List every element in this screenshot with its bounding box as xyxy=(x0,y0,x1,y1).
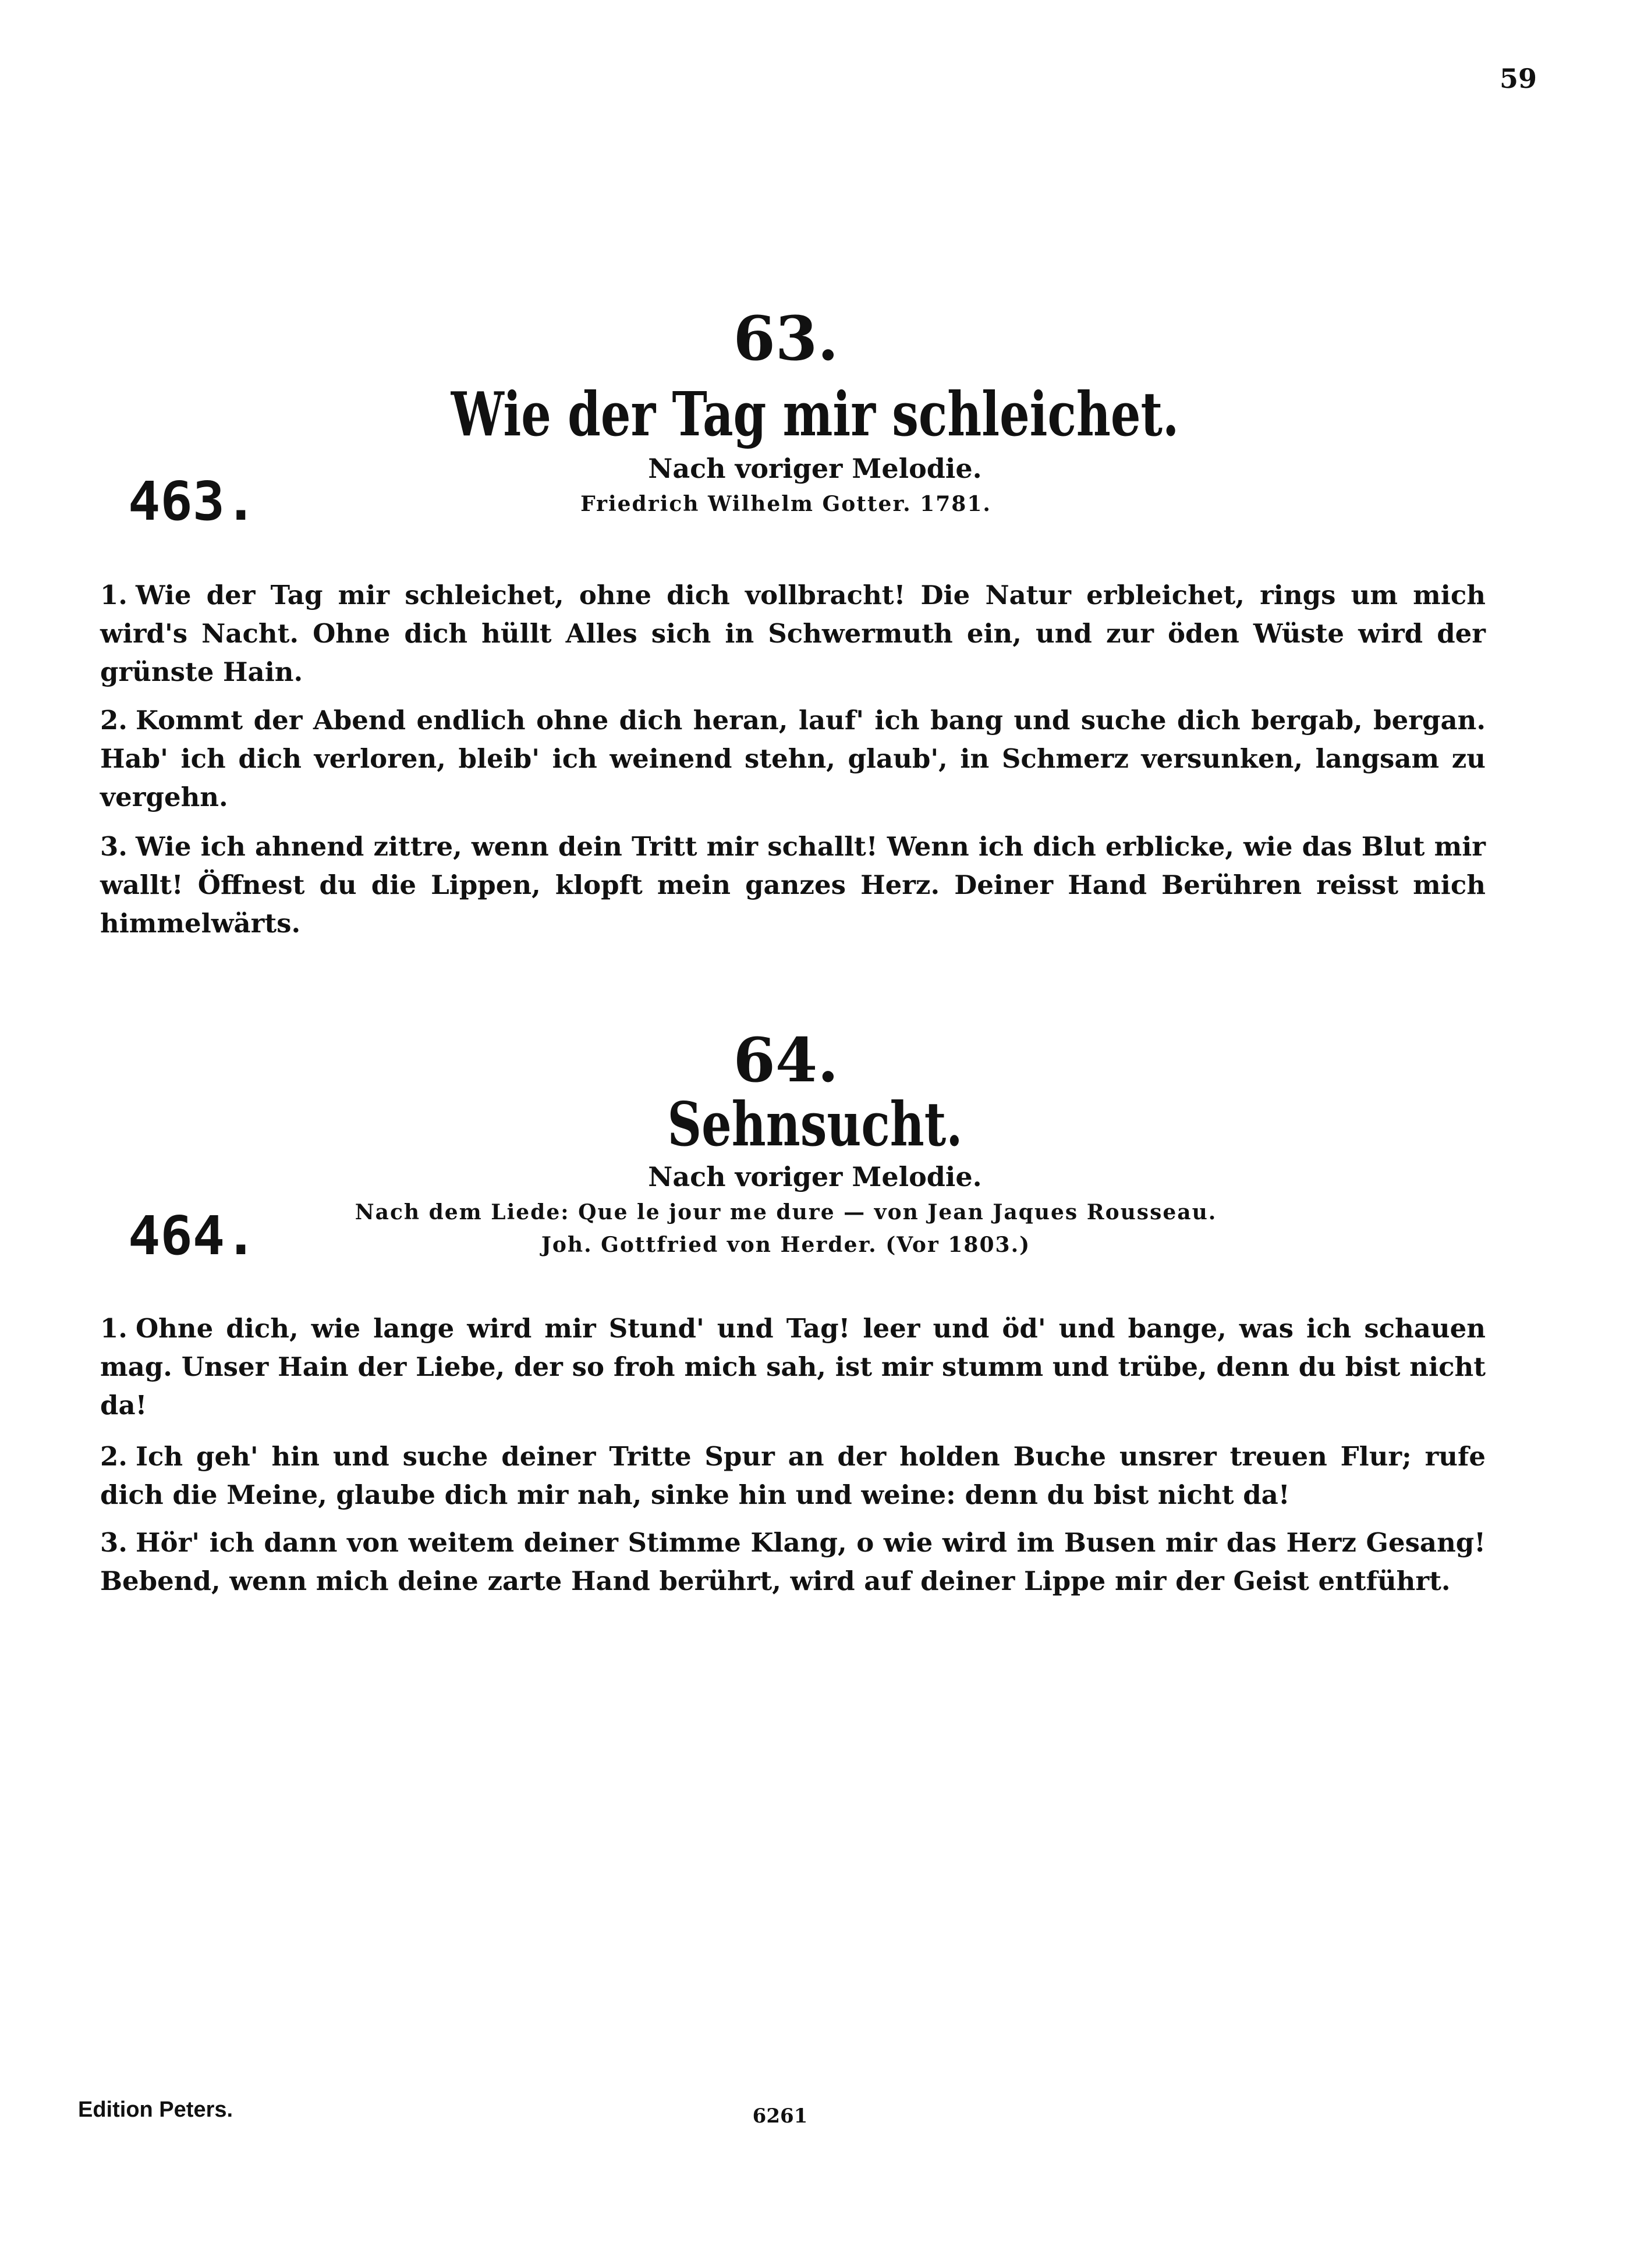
verse-text: Kommt der Abend endlich ohne dich heran, lauf' ich bang und suche dich bergab, bergan. Hab' ich dich verloren, bleib' ich weinend stehn, glaub', in Schmerz versunken, langsam zu vergehn. xyxy=(100,705,1486,812)
verse-text: Ohne dich, wie lange wird mir Stund' und Tag! leer und öd' und bange, was ich schauen mag. Unser Hain der Liebe, der so froh mich sah, ist mir stumm und trübe, denn du bist nicht da! xyxy=(100,1313,1486,1421)
verse-number: 2. xyxy=(100,1441,127,1472)
credit-line: Friedrich Wilhelm Gotter. 1781. xyxy=(580,492,991,516)
verse-text: Ich geh' hin und suche deiner Tritte Spur an der holden Buche unsrer treuen Flur; rufe dich die Meine, glaube dich mir nah, sinke hin und weine: denn du bist nicht da! xyxy=(100,1441,1486,1510)
edition-label: Edition Peters. xyxy=(78,2097,233,2122)
verse xyxy=(100,1524,1486,1600)
catalog-number: 463. xyxy=(128,470,257,533)
verse xyxy=(100,828,1486,943)
song-title: Wie der Tag mir schleichet. xyxy=(451,378,1179,450)
page-number: 59 xyxy=(1499,63,1537,94)
verse-number: 3. xyxy=(100,1527,127,1558)
credit-line: Nach dem Liede: Que le jour me dure — von Jean Jaques Rousseau. xyxy=(355,1200,1217,1224)
verse-text: Hör' ich dann von weitem deiner Stimme Klang, o wie wird im Busen mir das Herz Gesang! Bebend, wenn mich deine zarte Hand berührt, wird auf deiner Lippe mir der Geist entführt. xyxy=(100,1527,1486,1596)
verse-number: 1. xyxy=(100,1313,127,1344)
verse xyxy=(100,701,1486,817)
melody-line: Nach voriger Melodie. xyxy=(648,1161,982,1192)
verse-text: Wie ich ahnend zittre, wenn dein Tritt mir schallt! Wenn ich dich erblicke, wie das Blut mir wallt! Öffnest du die Lippen, klopft mein ganzes Herz. Deiner Hand Berühren reisst mich himmelwärts. xyxy=(100,831,1486,939)
melody-line: Nach voriger Melodie. xyxy=(648,453,982,484)
verse-number: 1. xyxy=(100,580,127,611)
plate-number: 6261 xyxy=(752,2104,808,2128)
song-number: 64. xyxy=(733,1024,839,1096)
verse xyxy=(100,576,1486,691)
verse xyxy=(100,1309,1486,1425)
verse xyxy=(100,1438,1486,1514)
verse-text: Wie der Tag mir schleichet, ohne dich vollbracht! Die Natur erbleichet, rings um mich wird's Nacht. Ohne dich hüllt Alles sich in Schwermuth ein, und zur öden Wüste wird der grünste Hain. xyxy=(100,580,1486,687)
verse-number: 3. xyxy=(100,831,127,862)
credit-line: Joh. Gottfried von Herder. (Vor 1803.) xyxy=(541,1233,1031,1257)
song-title: Sehnsucht. xyxy=(667,1088,963,1160)
catalog-number: 464. xyxy=(128,1205,257,1267)
verse-number: 2. xyxy=(100,705,127,736)
song-number: 63. xyxy=(733,303,839,374)
